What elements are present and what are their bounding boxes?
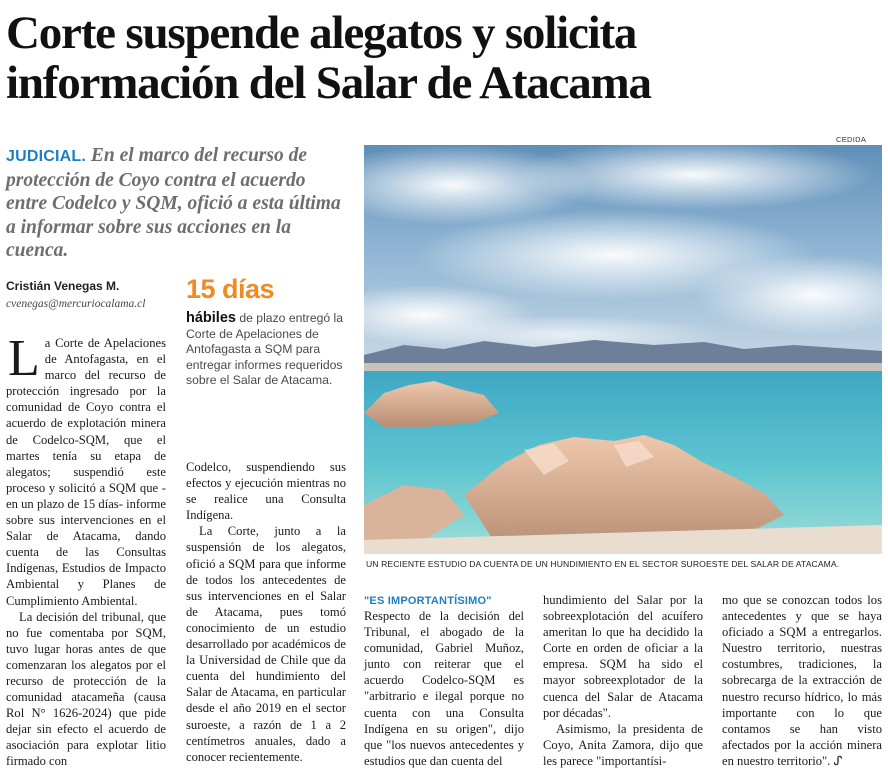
lede <box>6 144 344 263</box>
headline-line-1: Corte suspende alegatos y solicita <box>6 7 637 59</box>
photo-caption: UN RECIENTE ESTUDIO DA CUENTA DE UN HUNDIMIENTO EN EL SECTOR SUROESTE DEL SALAR DE ATACAMA. <box>366 559 840 569</box>
section-tag: JUDICIAL. <box>6 148 87 165</box>
byline-email[interactable]: cvenegas@mercuriocalama.cl <box>6 298 146 310</box>
body-column-5 <box>722 592 882 769</box>
stat-bold-word: hábiles <box>186 310 236 326</box>
col2-paragraph-1: Codelco, suspendiendo sus efectos y ejecución mientras no se realice una Consulta Indígena. <box>186 460 346 523</box>
body-column-1 <box>6 330 166 770</box>
stat-description <box>186 311 346 389</box>
col4-paragraph-2: Asimismo, la presidenta de Coyo, Anita Zamora, dijo que les parece "importantísi- <box>543 721 703 768</box>
headline <box>6 8 882 108</box>
col1-paragraph-2: La decisión del tribunal, que no fue comentaba por SQM, tuvo lugar horas antes de que comenzaran los alegatos por el recurso de protección de la comunidad atacameña (causa Rol N° 1626-2024) que pide dejar sin efecto el acuerdo de asociación para explotar litio firmado con <box>6 609 166 769</box>
headline-line-2: información del Salar de Atacama <box>6 57 651 109</box>
stat-number: 15 días <box>186 274 275 304</box>
col4-paragraph-1: hundimiento del Salar por la sobreexplotación del acuífero ameritan lo que ha decidido la Corte en orden de oficiar a la empresa. SQM ha sido el mayor sobreexplotador de la cuenca del Salar de Atacama por décadas". <box>543 593 703 720</box>
byline-author: Cristián Venegas M. <box>6 279 120 293</box>
stat-text: de plazo entregó la Corte de Apelaciones de Antofagasta a SQM para entregar informes requeridos sobre el Salar de Atacama. <box>186 311 344 387</box>
col3-paragraph-1: Respecto de la decisión del Tribunal, el abogado de la comunidad, Gabriel Muñoz, junto con reiterar que el acuerdo Codelco-SQM es "arbitrario e ilegal porque no cuenta con una Consulta Indígena en su origen", dijo que "los nuevos antecedentes y estudios que dan cuenta del <box>364 609 524 768</box>
subhead: "ES IMPORTANTÍSIMO" <box>364 595 492 607</box>
salar-photo <box>364 145 882 554</box>
lede-text: En el marco del recurso de protección de Coyo contra el acuerdo entre Codelco y SQM, ofició a esta última a informar sobre sus acciones en la cuenca. <box>6 145 341 261</box>
col2-paragraph-2: La Corte, junto a la suspensión de los alegatos, ofició a SQM para que informe de todos los antecedentes de sus intervenciones en el Salar de Atacama, pues tomó conocimiento de un estudio desarrollado por académicos de la Universidad de Chile que da cuenta del hundimiento del Salar de Atacama, en particular desde el año 2019 en el sector suroeste, a razón de 1 a 2 centímetros anuales, dado a conocer recientemente. <box>186 524 346 764</box>
col5-paragraph-1: mo que se conozcan todos los antecedentes y que se haya oficiado a SQM a entregarlos. Nuestro territorio, nuestras costumbres, tradiciones, la sobrecarga de la extracción de nuestro recurso hídrico, lo más importante con lo que contamos se han visto afectados por la acción minera en nuestro territorio". ᔑ <box>722 593 882 768</box>
drop-cap: L <box>8 330 40 387</box>
photo-credit: CEDIDA <box>836 135 867 144</box>
body-column-3 <box>364 594 524 769</box>
body-column-4 <box>543 592 703 769</box>
body-column-2 <box>186 459 346 765</box>
col1-paragraph-1: a Corte de Apelaciones de Antofagasta, en el marco del recurso de protección ingresado por la comunidad de Coyo contra el acuerdo de explotación minera de Codelco-SQM, que el martes tenía su etapa de alegatos; suspendió este proceso y solicitó a SQM que -en un plazo de 15 días- informe sobre sus intervenciones en el Salar de Atacama, dando cuenta de las Consultas Indígenas, Estudios de Impacto Ambiental y Planes de Cumplimiento Ambiental. <box>6 336 166 608</box>
